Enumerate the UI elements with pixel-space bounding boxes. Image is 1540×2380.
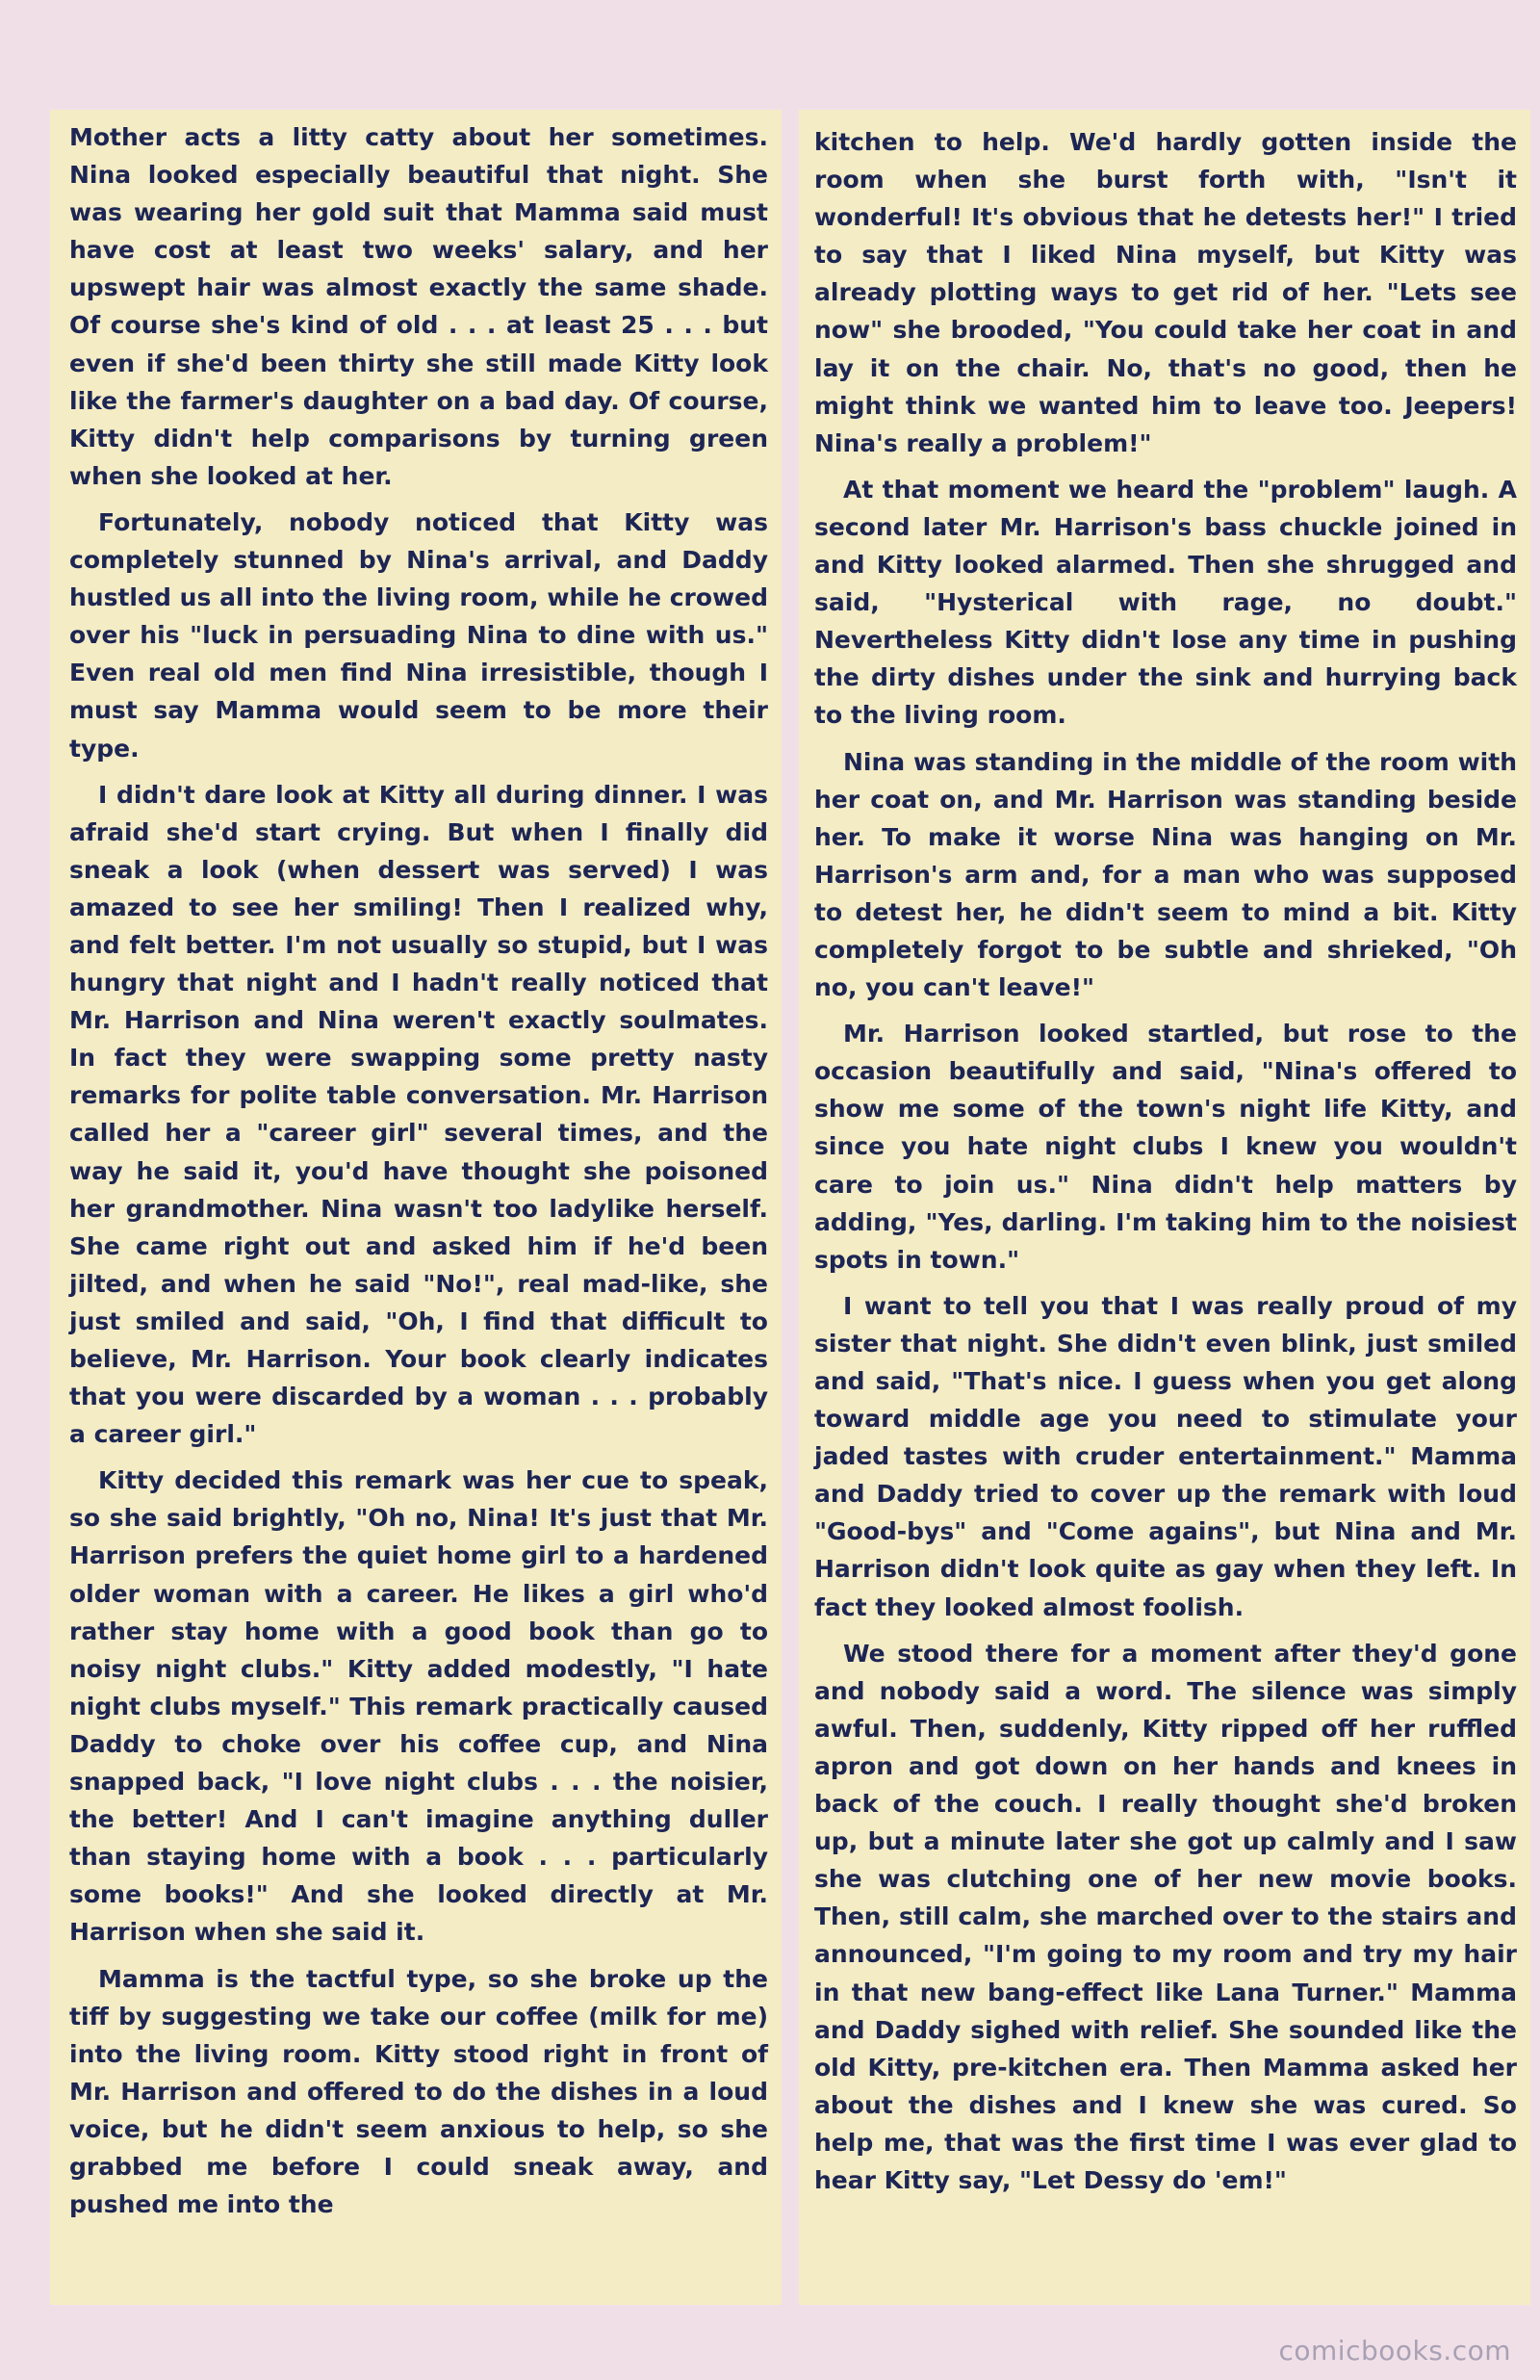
text-column-left	[50, 110, 782, 2305]
paragraph: Mother acts a litty catty about her sometimes. Nina looked especially beautiful that night. She was wearing her gold suit that Mamma said must have cost at least two weeks' salary, and her upswept hair was almost exactly the same shade. Of course she's kind of old . . . at least 25 . . . but even if she'd been thirty she still made Kitty look like the farmer's daughter on a bad day. Of course, Kitty didn't help comparisons by turning green when she looked at her.	[69, 123, 768, 490]
text-column-right	[799, 110, 1530, 2305]
paragraph: We stood there for a moment after they'd gone and nobody said a word. The silence was simply awful. Then, suddenly, Kitty ripped off her ruffled apron and got down on her hands and knees in back of the couch. I really thought she'd broken up, but a minute later she got up calmly and I saw she was clutching one of her new movie books. Then, still calm, she marched over to the stairs and announced, "I'm going to my room and try my hair in that new bang-effect like Lana Turner." Mamma and Daddy sighed with relief. She sounded like the old Kitty, pre-kitchen era. Then Mamma asked her about the dishes and I knew she was cured. So help me, that was the first time I was ever glad to hear Kitty say, "Let Dessy do 'em!"	[814, 1639, 1517, 2194]
paragraph: Mr. Harrison looked startled, but rose to the occasion beautifully and said, "Nina's offered to show me some of the town's night life Kitty, and since you hate night clubs I knew you wouldn't care to join us." Nina didn't help matters by adding, "Yes, darling. I'm taking him to the noisiest spots in town."	[814, 1020, 1517, 1274]
watermark: comicbooks.com	[1278, 2335, 1511, 2367]
paragraph: At that moment we heard the "problem" laugh. A second later Mr. Harrison's bass chuckle joined in and Kitty looked alarmed. Then she shrugged and said, "Hysterical with rage, no doubt." Nevertheless Kitty didn't lose any time in pushing the dirty dishes under the sink and hurrying back to the living room.	[814, 475, 1517, 730]
paragraph: Kitty decided this remark was her cue to speak, so she said brightly, "Oh no, Nina! It's just that Mr. Harrison prefers the quiet home girl to a hardened older woman with a career. He likes a girl who'd rather stay home with a good book than go to noisy night clubs." Kitty added modestly, "I hate night clubs myself." This remark practically caused Daddy to choke over his coffee cup, and Nina snapped back, "I love night clubs . . . the noisier, the better! And I can't imagine anything duller than staying home with a book . . . particularly some books!" And she looked directly at Mr. Harrison when she said it.	[69, 1466, 768, 1947]
paragraph: kitchen to help. We'd hardly gotten inside the room when she burst forth with, "Isn't it wonderful! It's obvious that he detests her!" I tried to say that I liked Nina myself, but Kitty was already plotting ways to get rid of her. "Lets see now" she brooded, "You could take her coat in and lay it on the chair. No, that's no good, then he might think we wanted him to leave too. Jeepers! Nina's really a problem!"	[814, 128, 1517, 457]
paragraph: Mamma is the tactful type, so she broke up the tiff by suggesting we take our coffee (milk for me) into the living room. Kitty stood right in front of Mr. Harrison and offered to do the dishes in a loud voice, but he didn't seem anxious to help, so she grabbed me before I could sneak away, and pushed me into the	[69, 1964, 768, 2219]
paragraph: I want to tell you that I was really proud of my sister that night. She didn't even blink, just smiled and said, "That's nice. I guess when you get along toward middle age you need to stimulate your jaded tastes with cruder entertainment." Mamma and Daddy tried to cover up the remark with loud "Good-bys" and "Come agains", but Nina and Mr. Harrison didn't look quite as gay when they left. In fact they looked almost foolish.	[814, 1291, 1517, 1621]
paragraph: Fortunately, nobody noticed that Kitty was completely stunned by Nina's arrival, and Daddy hustled us all into the living room, while he crowed over his "luck in persuading Nina to dine with us." Even real old men find Nina irresistible, though I must say Mamma would seem to be more their type.	[69, 507, 768, 763]
paragraph: Nina was standing in the middle of the room with her coat on, and Mr. Harrison was standing beside her. To make it worse Nina was hanging on Mr. Harrison's arm and, for a man who was supposed to detest her, he didn't seem to mind a bit. Kitty completely forgot to be subtle and shrieked, "Oh no, you can't leave!"	[814, 747, 1517, 1002]
paragraph: I didn't dare look at Kitty all during dinner. I was afraid she'd start crying. But when I finally did sneak a look (when dessert was served) I was amazed to see her smiling! Then I realized why, and felt better. I'm not usually so stupid, but I was hungry that night and I hadn't really noticed that Mr. Harrison and Nina weren't exactly soulmates. In fact they were swapping some pretty nasty remarks for polite table conversation. Mr. Harrison called her a "career girl" several times, and the way he said it, you'd have thought she poisoned her grandmother. Nina wasn't too ladylike herself. She came right out and asked him if he'd been jilted, and when he said "No!", real mad-like, she just smiled and said, "Oh, I find that difficult to believe, Mr. Harrison. Your book clearly indicates that you were discarded by a woman . . . probably a career girl."	[69, 780, 768, 1449]
